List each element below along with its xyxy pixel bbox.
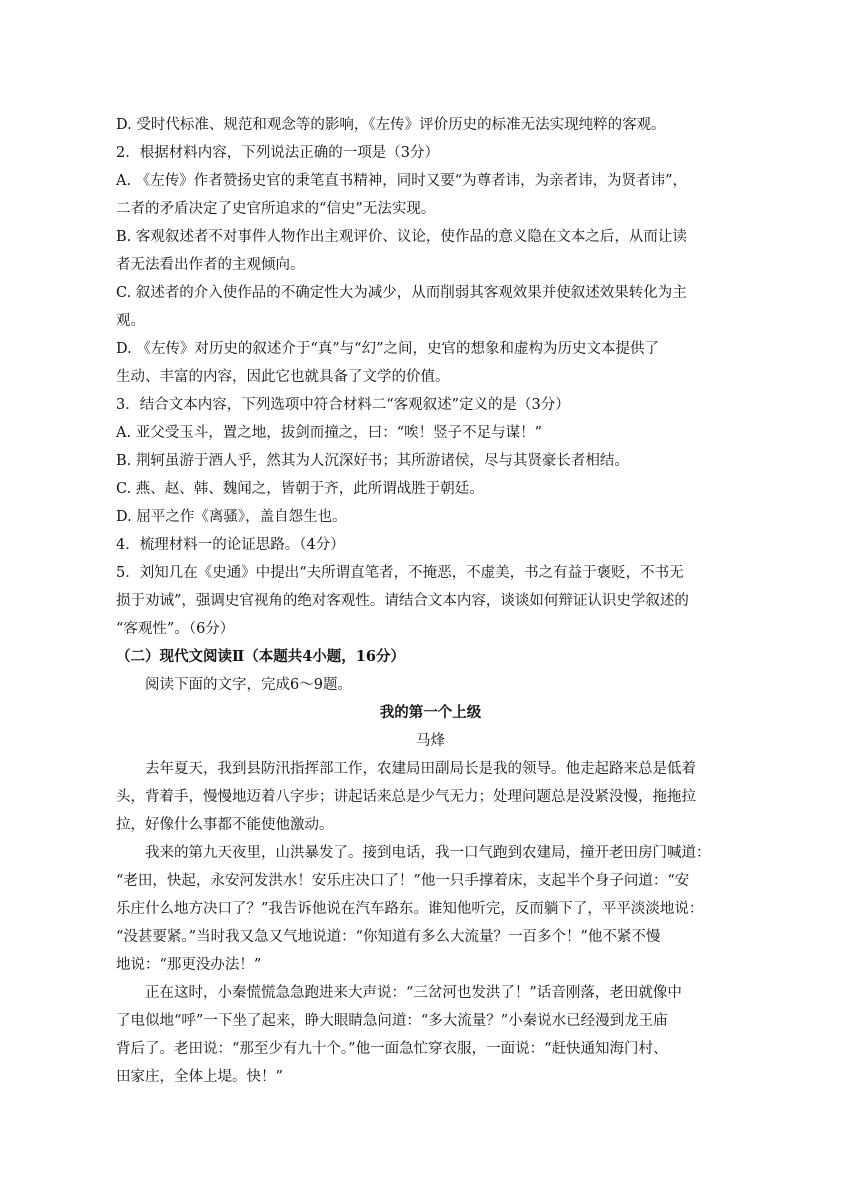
story-paragraph-1: 去年夏天，我到县防汛指挥部工作，农建局田副局长是我的领导。他走起路来总是低着 — [145, 761, 696, 777]
question-5-cont-2: “客观性”。（6分） — [116, 621, 235, 637]
question-2: 2．根据材料内容，下列说法正确的一项是（3分） — [116, 145, 439, 161]
q3-option-b: B. 荆轲虽游于酒人乎，然其为人沉深好书；其所游诸侯，尽与其贤豪长者相结。 — [116, 453, 629, 469]
q2-option-c: C. 叙述者的介入使作品的不确定性大为减少，从而削弱其客观效果并使叙述效果转化为主 — [116, 285, 687, 301]
question-3: 3．结合文本内容，下列选项中符合材料二“客观叙述”定义的是（3分） — [116, 397, 570, 413]
q2-option-d: D. 《左传》对历史的叙述介于“真”与“幻”之间，史官的想象和虚构为历史文本提供了 — [116, 341, 659, 357]
question-4: 4．梳理材料一的论证思路。（4分） — [116, 537, 345, 553]
q2-option-b: B. 客观叙述者不对事件人物作出主观评价、议论，使作品的意义隐在文本之后，从而让读 — [116, 229, 687, 245]
question-5-cont: 损于劝诫”，强调史官视角的绝对客观性。请结合文本内容，谈谈如何辩证认识史学叙述的 — [116, 593, 689, 609]
story-line: “老田，快起，永安河发洪水！安乐庄决口了！”他一只手撑着床，支起半个身子问道：“安 — [116, 873, 690, 889]
question-5: 5．刘知几在《史通》中提出“夫所谓直笔者，不掩恶，不虚美，书之有益于褒贬，不书无 — [116, 565, 684, 581]
story-line: 了电似地“呼”一下坐了起来，睁大眼睛急问道：“多大流量？”小秦说水已经漫到龙王庙 — [116, 1013, 668, 1029]
story-author: 马烽 — [416, 733, 445, 749]
story-paragraph-2: 我来的第九天夜里，山洪暴发了。接到电话，我一口气跑到农建局，撞开老田房门喊道： — [145, 845, 711, 861]
story-title: 我的第一个上级 — [379, 704, 482, 721]
story-line: 拉，好像什么事都不能使他激动。 — [116, 817, 334, 833]
story-line: 乐庄什么地方决口了？”我告诉他说在汽车路东。谁知他听完，反而躺下了，平平淡淡地说： — [116, 901, 704, 917]
q2-option-d-cont: 生动、丰富的内容，因此它也就具备了文学的价值。 — [116, 369, 450, 385]
story-line: 地说：“那更没办法！” — [116, 957, 262, 973]
q3-option-a: A. 亚父受玉斗，置之地，拔剑而撞之，曰：“唉！竖子不足与谋！” — [116, 425, 543, 441]
q3-option-d: D. 屈平之作《离骚》，盖自怨生也。 — [116, 509, 347, 525]
reading-instruction: 阅读下面的文字，完成6～9题。 — [145, 677, 352, 693]
story-paragraph-3: 正在这时，小秦慌慌急急跑进来大声说：“三岔河也发洪了！”话音刚落，老田就像中 — [145, 985, 682, 1001]
section-heading: （二）现代文阅读Ⅱ（本题共4小题，16分） — [116, 648, 405, 665]
q2-option-a: A. 《左传》作者赞扬史官的秉笔直书精神，同时又要“为尊者讳，为亲者讳，为贤者讳”， — [116, 173, 688, 189]
option-d-q1: D. 受时代标准、规范和观念等的影响，《左传》评价历史的标准无法实现纯粹的客观。 — [116, 117, 666, 133]
q2-option-b-cont: 者无法看出作者的主观倾向。 — [116, 257, 305, 273]
q3-option-c: C. 燕、赵、韩、魏闻之，皆朝于齐，此所谓战胜于朝廷。 — [116, 481, 484, 497]
story-line: 背后了。老田说：“那至少有九十个。”他一面急忙穿衣服，一面说：“赶快通知海门村、 — [116, 1041, 668, 1057]
story-line: 田家庄，全体上堤。快！” — [116, 1069, 283, 1085]
story-line: 头，背着手，慢慢地迈着八字步；讲起话来总是少气无力；处理问题总是没紧没慢，拖拖拉 — [116, 789, 696, 805]
q2-option-a-cont: 二者的矛盾决定了史官所追求的“信史”无法实现。 — [116, 201, 436, 217]
story-line: “没甚要紧。”当时我又急又气地说道：“你知道有多么大流量？一百多个！”他不紧不慢 — [116, 929, 661, 945]
q2-option-c-cont: 观。 — [116, 313, 145, 329]
